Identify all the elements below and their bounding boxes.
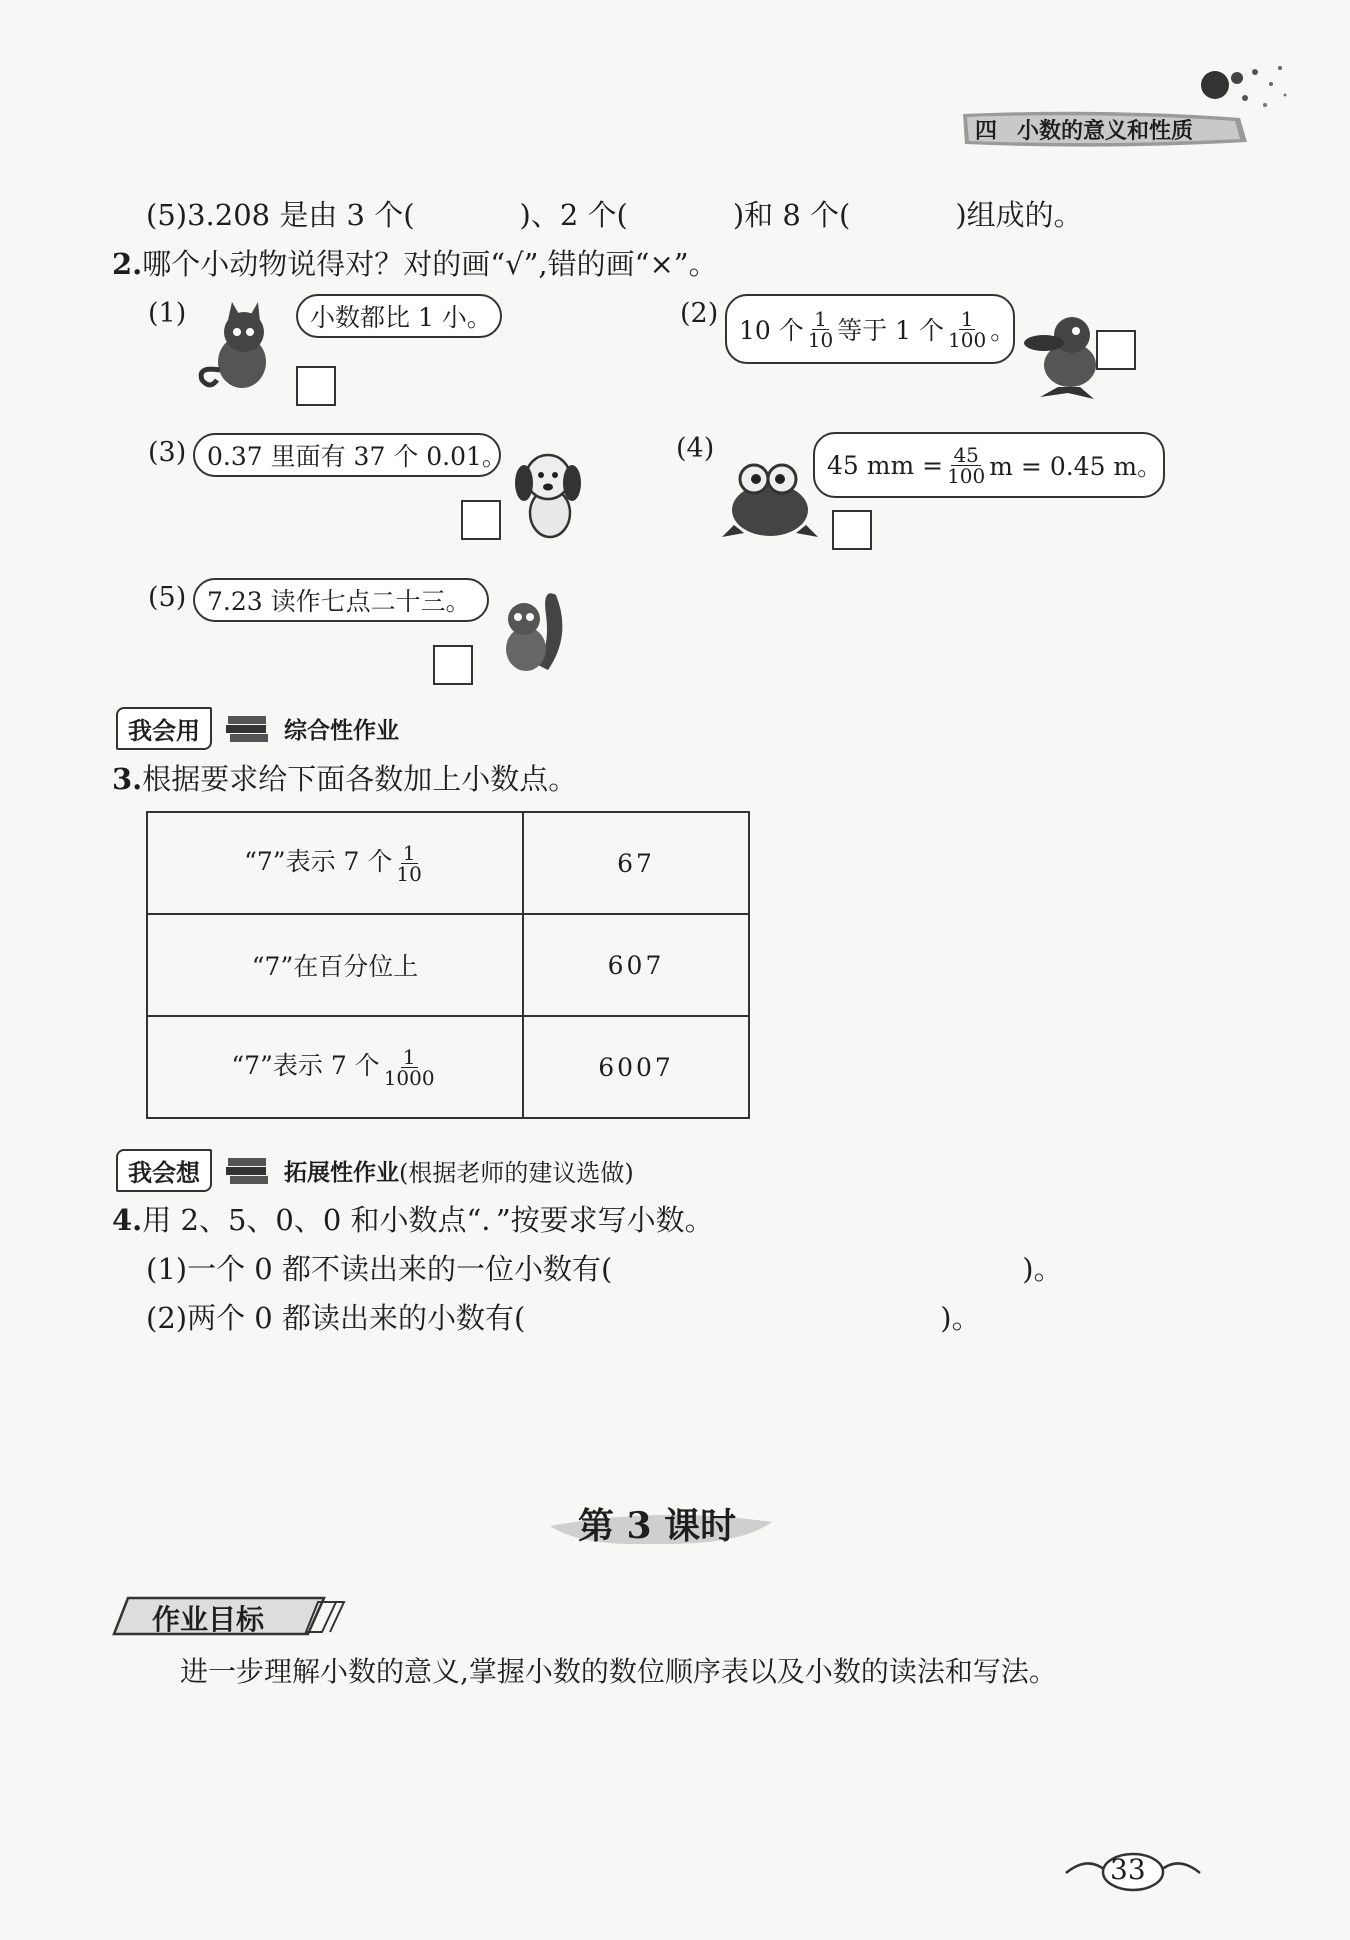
table-row (147, 914, 749, 1016)
table-cell-value[interactable]: 6007 (523, 1016, 749, 1118)
dog-icon (508, 445, 588, 545)
q2-item-2-speech-bubble: 10 个 $\frac{1}{10}$ 等于 1 个 $\frac{1}{100}$ 。 (725, 294, 1015, 364)
frog-icon (720, 455, 820, 545)
q2-item-3-number: (3) (148, 437, 187, 468)
table-cell-value[interactable]: 67 (523, 812, 749, 914)
goal-tag (112, 1592, 346, 1640)
splash-decoration-icon (1185, 50, 1295, 130)
page-number: 33 (1110, 1853, 1146, 1886)
q4-heading: 4.用 2、5、0、0 和小数点“．”按要求写小数。 (112, 1203, 714, 1237)
lesson-title: 第 3 课时 (578, 1505, 737, 1547)
books-icon (224, 1152, 272, 1190)
fraction: $\frac{45}{100}$ (947, 442, 986, 488)
fraction: $\frac{1}{100}$ (948, 306, 987, 352)
q2-item-1-answer-box[interactable] (296, 366, 336, 406)
q2-item-2-number: (2) (680, 298, 719, 329)
q2-item-1-speech-bubble: 小数都比 1 小。 (296, 294, 502, 338)
q2-item-3-answer-box[interactable] (461, 500, 501, 540)
squirrel-icon (490, 585, 570, 680)
q4-item-1: (1)一个 0 都不读出来的一位小数有( )。 (146, 1252, 1063, 1286)
section-think-note: (根据老师的建议选做) (399, 1159, 634, 1187)
fraction: $\frac{1}{10}$ (807, 306, 834, 352)
chapter-title: 小数的意义和性质 (1017, 119, 1194, 144)
goal-text: 进一步理解小数的意义,掌握小数的数位顺序表以及小数的读法和写法。 (180, 1655, 1057, 1688)
q3-table (146, 811, 750, 1119)
q4-item-2: (2)两个 0 都读出来的小数有( )。 (146, 1301, 981, 1335)
section-think-label: 拓展性作业 (284, 1160, 399, 1186)
table-cell-condition: “7”在百分位上 (147, 914, 523, 1016)
section-think-tag: 我会想 (116, 1149, 212, 1192)
section-use-tag: 我会用 (116, 707, 212, 750)
table-cell-condition: “7”表示 7 个 $\frac{1}{1000}$ (147, 1016, 523, 1118)
duck-icon (1020, 305, 1105, 405)
q2-item-4-speech-bubble: 45 mm = $\frac{45}{100}$ m = 0.45 m。 (813, 432, 1165, 498)
section-use-header (116, 707, 399, 750)
q2-heading: 2.哪个小动物说得对？对的画“√”,错的画“×”。 (112, 247, 718, 281)
table-cell-value[interactable]: 607 (523, 914, 749, 1016)
goal-tag-label: 作业目标 (152, 1603, 265, 1636)
fraction: $\frac{1}{1000}$ (383, 1045, 435, 1090)
fraction: $\frac{1}{10}$ (396, 841, 422, 886)
table-row (147, 1016, 749, 1118)
q2-item-3-speech-bubble: 0.37 里面有 37 个 0.01。 (193, 433, 501, 477)
table-row (147, 812, 749, 914)
q2-item-1-number: (1) (148, 298, 187, 329)
section-use-label: 综合性作业 (284, 718, 399, 744)
cat-icon (192, 300, 277, 395)
section-think-header (116, 1149, 634, 1192)
q2-item-5-speech-bubble: 7.23 读作七点二十三。 (193, 578, 489, 622)
q1-item-5: (5)3.208 是由 3 个( )、2 个( )和 8 个( )组成的。 (146, 198, 1083, 232)
books-icon (224, 710, 272, 748)
q2-item-5-answer-box[interactable] (433, 645, 473, 685)
q2-item-2-answer-box[interactable] (1096, 330, 1136, 370)
q2-item-4-answer-box[interactable] (832, 510, 872, 550)
q2-item-5-number: (5) (148, 582, 187, 613)
table-cell-condition: “7”表示 7 个 $\frac{1}{10}$ (147, 812, 523, 914)
q3-heading: 3.根据要求给下面各数加上小数点。 (112, 762, 578, 796)
q2-item-4-number: (4) (676, 433, 715, 464)
chapter-number: 四 (975, 119, 998, 144)
